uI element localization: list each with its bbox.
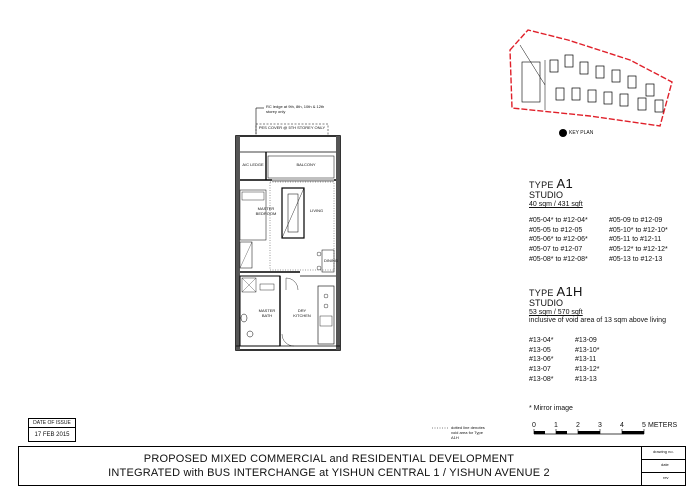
rev-label: rev (663, 475, 669, 480)
issue-date: 17 FEB 2015 (34, 432, 70, 438)
room-living: LIVING (310, 208, 324, 213)
room-ac-ledge: A/C LEDGE (242, 162, 264, 167)
title-divider (642, 459, 686, 460)
unit-range: #05-11 to #12-11 (609, 236, 662, 244)
drawing-no-label: drawing no. (653, 449, 674, 454)
project-title-line1: PROPOSED MIXED COMMERCIAL and RESIDENTIAL DEVELOPMENT (143, 453, 515, 465)
scale-tick: 3 (598, 422, 602, 429)
mirror-image-note: * Mirror image (529, 405, 573, 412)
unit-range: #05-09 to #12-09 (609, 217, 663, 224)
unit-range: #05-08* to #12-08* (529, 255, 588, 263)
unit-range: #05-10* to #12-10* (609, 226, 668, 234)
unit-number: #13-05 (529, 346, 551, 354)
room-dry-kitchen: DRY KITCHEN (293, 308, 311, 318)
room-master-bedroom: MASTER BEDROOM (255, 206, 277, 216)
unit-number: #13-07 (529, 366, 551, 374)
room-balcony: BALCONY (296, 162, 316, 167)
title-divider (642, 472, 686, 473)
scale-tick: 0 (532, 422, 536, 429)
unit-range: #05-05 to #12-05 (529, 226, 583, 234)
unit-range: #05-13 to #12-13 (609, 255, 663, 263)
title-block (18, 446, 686, 486)
type-a1-label: TYPE (529, 180, 554, 190)
scale-unit: METERS (648, 422, 678, 429)
unit-range: #05-07 to #12-07 (529, 246, 583, 254)
room-master-bath: MASTER BATH (258, 308, 276, 318)
unit-number: #13-13 (575, 375, 597, 383)
type-a1-category: STUDIO (529, 190, 564, 200)
type-a1h-label: TYPE (529, 288, 554, 298)
date-label: date (661, 462, 669, 467)
issue-box (28, 418, 76, 442)
unit-number: #13-08* (529, 375, 554, 383)
pes-cover-note: PES COVER @ 5TH STOREY ONLY (258, 125, 326, 130)
scale-tick: 2 (576, 422, 580, 429)
void-legend-note: dotted line denotes void area for Type A1H (451, 425, 485, 440)
type-a1h-category: STUDIO (529, 298, 564, 308)
unit-range: #05-06* to #12-06* (529, 236, 588, 244)
issue-label: DATE OF ISSUE (29, 419, 75, 428)
type-a1-code: A1 (556, 176, 574, 191)
unit-number: #13-04* (529, 337, 554, 344)
rc-ledge-note: RC ledge at 9th, 8th, 10th & 12th storey only (266, 104, 325, 114)
type-a1-area: 40 sqm / 431 sqft (529, 201, 583, 208)
project-title-line2: INTEGRATED with BUS INTERCHANGE at YISHUN CENTRAL 1 / YISHUN AVENUE 2 (108, 467, 550, 479)
type-a1h-code: A1H (556, 284, 583, 299)
type-a1h-area-note: inclusive of void area of 13 sqm above living (529, 317, 666, 324)
room-dining: DINING (324, 258, 338, 263)
key-plan-label: KEY PLAN (569, 130, 594, 136)
scale-tick: 5 (642, 422, 646, 429)
scale-tick: 4 (620, 422, 624, 429)
unit-number: #13-10* (575, 346, 600, 354)
unit-range: #05-12* to #12-12* (609, 246, 668, 254)
title-divider (641, 447, 642, 485)
unit-number: #13-11 (575, 356, 597, 364)
unit-number: #13-12* (575, 366, 600, 374)
unit-number: #13-09 (575, 337, 597, 344)
unit-number: #13-06* (529, 356, 554, 364)
type-a1h-area: 53 sqm / 570 sqft (529, 309, 583, 316)
scale-tick: 1 (554, 422, 558, 429)
unit-range: #05-04* to #12-04* (529, 217, 588, 224)
